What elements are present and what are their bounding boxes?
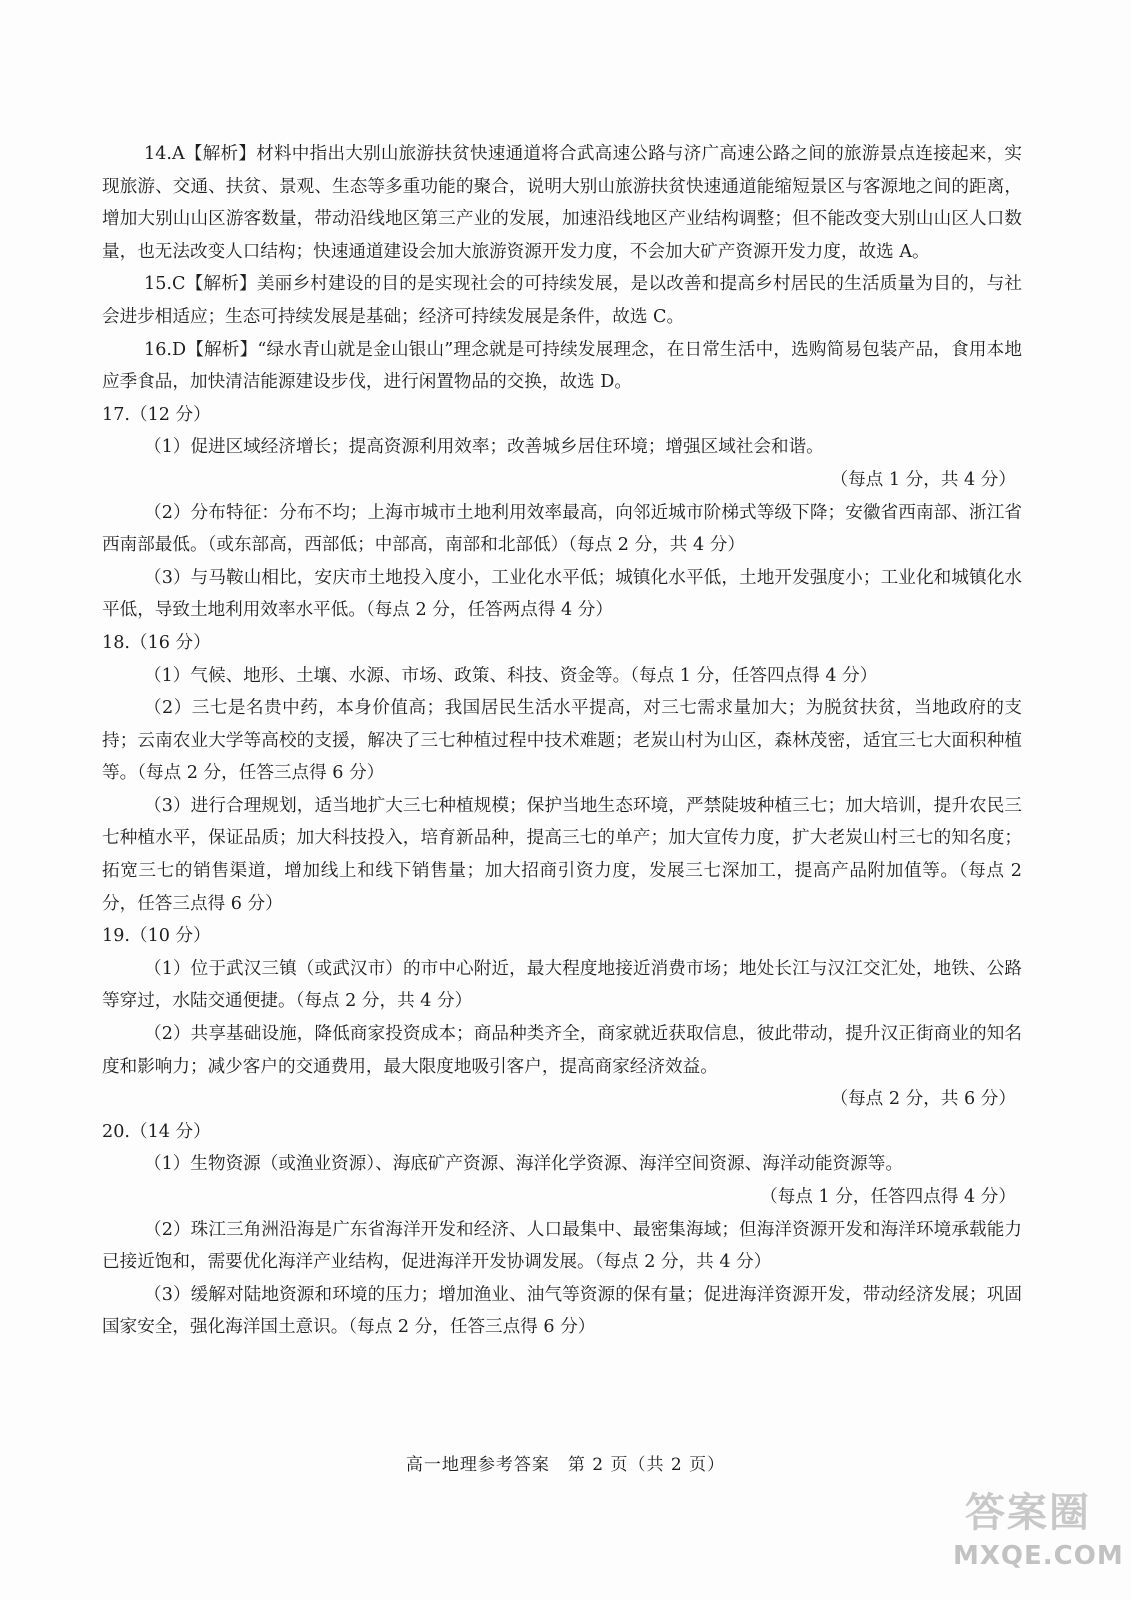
question-20-heading: 20.（14 分） [102,1121,211,1142]
answer-19-part-2: （2）共享基础设施，降低商家投资成本；商品种类齐全，商家就近获取信息，彼此带动，提升汉正街商业的知名度和影响力；减少客户的交通费用，最大限度地吸引客户，提高商家经济效益。 [102,1024,1022,1077]
watermark-title: 答案圈 [965,1489,1091,1536]
answer-17-part-3: （3）与马鞍山相比，安庆市土地投入度小，工业化水平低；城镇化水平低，土地开发强度小；工业化和城镇化水平低，导致土地利用效率水平低。（每点 2 分，任答两点得 4 分） [102,567,1022,621]
question-18-heading: 18.（16 分） [102,632,211,653]
answer-15: 15.C【解析】美丽乡村建设的目的是实现社会的可持续发展，是以改善和提高乡村居民的生活质量为目的，与社会进步相适应；生态可持续发展是基础；经济可持续发展是条件，故选 C。 [102,274,1022,327]
question-19-heading: 19.（10 分） [102,926,211,947]
answer-20-part-1: （1）生物资源（或渔业资源）、海底矿产资源、海洋化学资源、海洋空间资源、海洋动能资源等。 [144,1154,903,1175]
page-footer: 高一地理参考答案 第 2 页（共 2 页） [405,1455,726,1475]
watermark-domain: MXQE.COM [953,1541,1124,1571]
answer-20-part-3: （3）缓解对陆地资源和环境的压力；增加渔业、油气等资源的保有量；促进海洋资源开发，带动经济发展；巩固国家安全，强化海洋国土意识。（每点 2 分，任答三点得 6 分） [102,1284,1022,1338]
answer-18-part-2: （2）三七是名贵中药，本身价值高；我国居民生活水平提高，对三七需求量加大；为脱贫扶贫，当地政府的支持；云南农业大学等高校的支援，解决了三七种植过程中技术难题；老炭山村为山区，森林茂密，适宜三七大面积种植等。（每点 2 分，任答三点得 6 分） [102,698,1022,784]
answer-17-part-2: （2）分布特征：分布不均；上海市城市土地利用效率最高，向邻近城市阶梯式等级下降；安徽省西南部、浙江省西南部最低。（或东部高，西部低；中部高，南部和北部低）（每点 2 分，共 4 分） [102,502,1022,556]
site-watermark-logo [953,1487,1124,1582]
answer-16: 16.D【解析】“绿水青山就是金山银山”理念就是可持续发展理念，在日常生活中，选购简易包装产品，食用本地应季食品，加快清洁能源建设步伐，进行闲置物品的交换，故选 D。 [102,339,1022,393]
answer-content [102,138,1022,1344]
answer-17-part-1: （1）促进区域经济增长；提高资源利用效率；改善城乡居住环境；增强区域社会和谐。 [144,437,824,458]
answer-19-part-1: （1）位于武汉三镇（或武汉市）的市中心附近，最大程度地接近消费市场；地处长江与汉江交汇处，地铁、公路等穿过，水陆交通便捷。（每点 2 分，共 4 分） [102,958,1022,1012]
answer-20-part-1-score: （每点 1 分，任答四点得 4 分） [760,1187,1016,1207]
answer-17-part-1-score: （每点 1 分，共 4 分） [830,469,1016,490]
answer-19-part-2-score: （每点 2 分，共 6 分） [830,1089,1016,1110]
question-17-heading: 17.（12 分） [102,404,211,425]
answer-20-part-2: （2）珠江三角洲沿海是广东省海洋开发和经济、人口最集中、最密集海域；但海洋资源开发和海洋环境承载能力已接近饱和，需要优化海洋产业结构，促进海洋开发协调发展。（每点 2 分，共 4 分） [102,1219,1022,1273]
answer-18-part-1: （1）气候、地形、土壤、水源、市场、政策、科技、资金等。（每点 1 分，任答四点得 4 分） [144,665,878,686]
answer-14: 14.A【解析】材料中指出大别山旅游扶贫快速通道将合武高速公路与济广高速公路之间的旅游景点连接起来，实现旅游、交通、扶贫、景观、生态等多重功能的聚合，说明大别山旅游扶贫快速通道能缩短景区与客源地之间的距离，增加大别山山区游客数量，带动沿线地区第三产业的发展，加速沿线地区产业结构调整；但不能改变大别山山区人口数量，也无法改变人口结构；快速通道建设会加大旅游资源开发力度，不会加大矿产资源开发力度，故选 A。 [102,144,1022,262]
answer-18-part-3: （3）进行合理规划，适当地扩大三七种植规模；保护当地生态环境，严禁陡坡种植三七；加大培训，提升农民三七种植水平，保证品质；加大科技投入，培育新品种，提高三七的单产；加大宣传力度，扩大老炭山村三七的知名度；拓宽三七的销售渠道，增加线上和线下销售量；加大招商引资力度，发展三七深加工，提高产品附加值等。（每点 2 分，任答三点得 6 分） [102,795,1022,914]
